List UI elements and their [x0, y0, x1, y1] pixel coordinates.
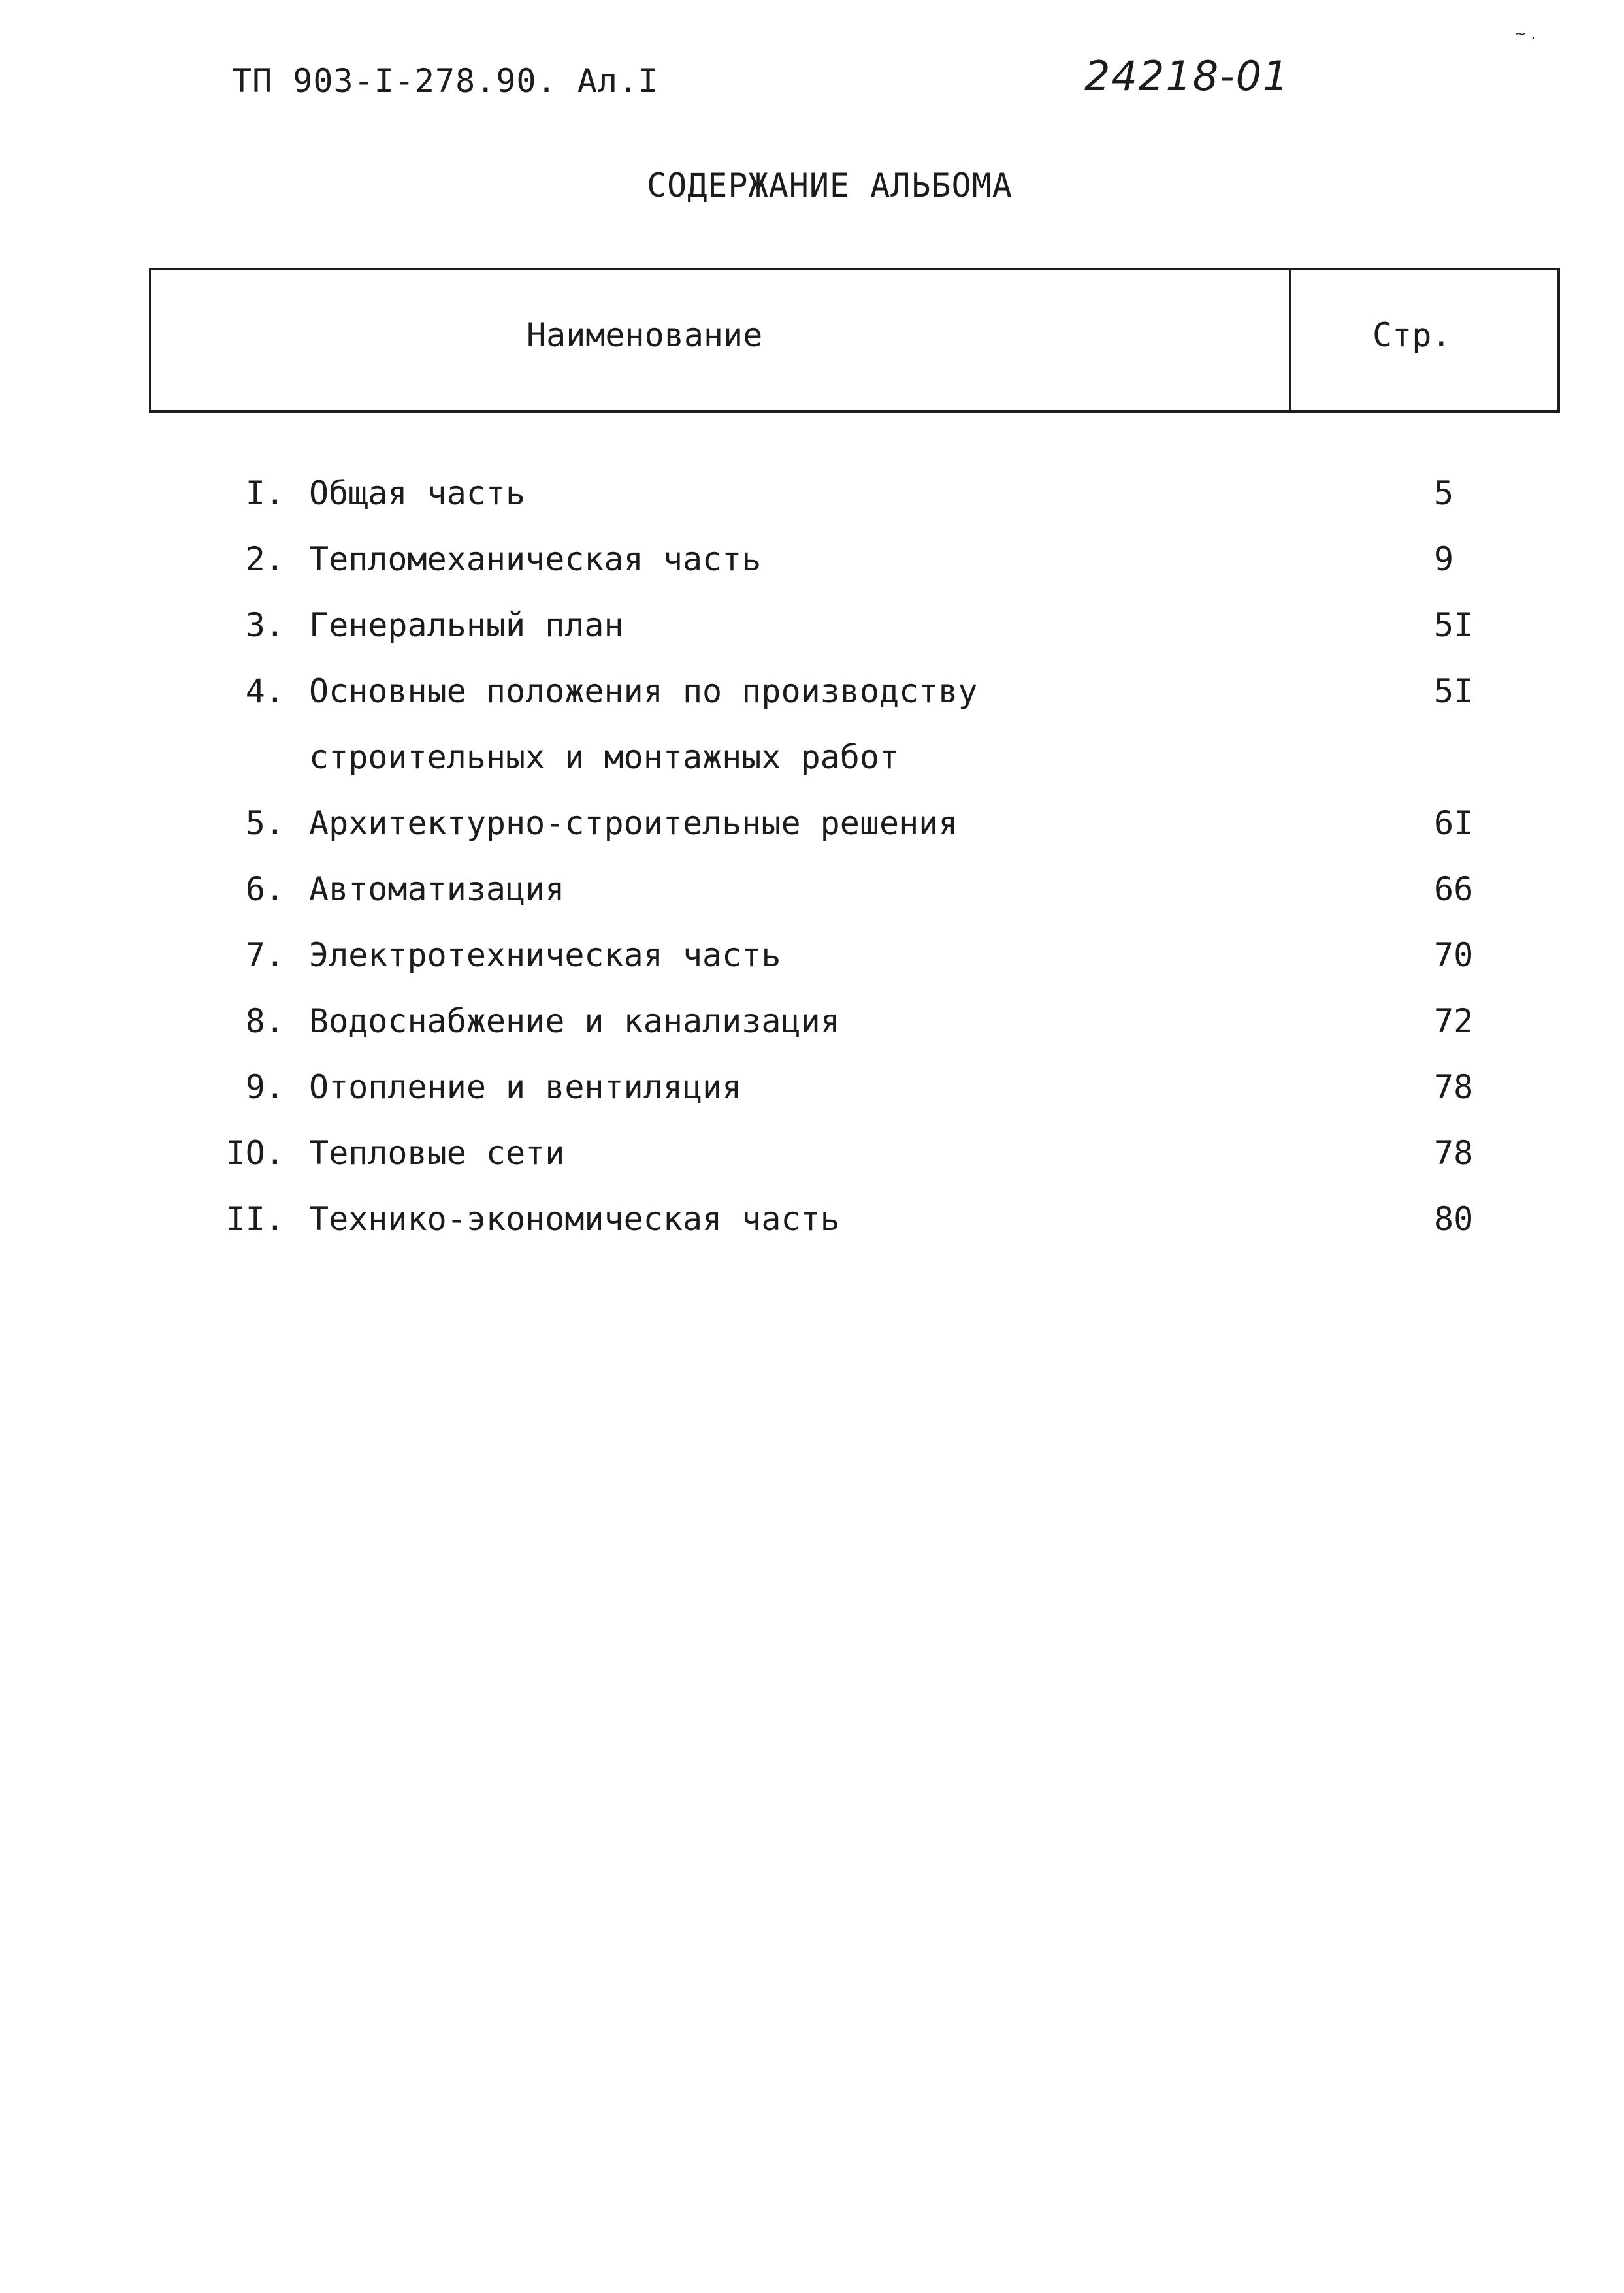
toc-item	[0, 1200, 1624, 1246]
toc-item-number: I.	[245, 474, 285, 512]
toc-item	[0, 1002, 1624, 1048]
document-code: ТП 903-I-278.90. Ал.I	[232, 62, 659, 100]
toc-item-number: 5.	[245, 804, 285, 842]
toc-item-title: Водоснабжение и канализация	[309, 1002, 840, 1040]
toc-item-number: 6.	[245, 870, 285, 908]
toc-item-page: 9	[1434, 540, 1454, 578]
toc-item-title: Тепловые сети	[309, 1134, 565, 1172]
toc-item-number: 8.	[245, 1002, 285, 1040]
page-mark: ~ .	[1514, 26, 1536, 42]
toc-header-table	[149, 268, 1560, 413]
toc-item-title: Генеральный план	[309, 606, 624, 644]
toc-item-number: 2.	[245, 540, 285, 578]
toc-item-page: 6I	[1434, 804, 1474, 842]
toc-item-page: 72	[1434, 1002, 1474, 1040]
toc-item	[0, 1068, 1624, 1114]
toc-item-title: Архитектурно-строительные решения	[309, 804, 958, 842]
toc-item-number: IO.	[225, 1134, 285, 1172]
toc-item-page: 5I	[1434, 672, 1474, 710]
toc-item	[0, 870, 1624, 916]
toc-item-title: Отопление и вентиляция	[309, 1068, 742, 1106]
toc-item-number: 3.	[245, 606, 285, 644]
toc-item-title: строительных и монтажных работ	[309, 738, 900, 776]
toc-item-number: 4.	[245, 672, 285, 710]
toc-item	[0, 672, 1624, 718]
toc-item-page: 66	[1434, 870, 1474, 908]
toc-item-title: Тепломеханическая часть	[309, 540, 762, 578]
toc-item	[0, 1134, 1624, 1180]
toc-item	[0, 540, 1624, 586]
toc-item-title: Основные положения по производству	[309, 672, 978, 710]
toc-item-page: 78	[1434, 1134, 1474, 1172]
toc-item-title: Автоматизация	[309, 870, 565, 908]
toc-item	[0, 936, 1624, 982]
toc-item-title: Общая часть	[309, 474, 526, 512]
toc-item	[0, 606, 1624, 652]
toc-item-page: 70	[1434, 936, 1474, 974]
column-divider	[1289, 270, 1291, 410]
toc-item	[0, 804, 1624, 850]
toc-item-title: Технико-экономическая часть	[309, 1200, 840, 1238]
toc-item-number: 7.	[245, 936, 285, 974]
page-column-header: Стр.	[1372, 316, 1452, 354]
toc-item	[0, 474, 1624, 520]
toc-item-number: II.	[225, 1200, 285, 1238]
toc-item-title: Электротехническая часть	[309, 936, 781, 974]
toc-item-number: 9.	[245, 1068, 285, 1106]
toc-item-page: 80	[1434, 1200, 1474, 1238]
name-column-header: Наименование	[527, 316, 763, 354]
toc-item-page: 5I	[1434, 606, 1474, 644]
toc-item-page: 5	[1434, 474, 1454, 512]
page-title: СОДЕРЖАНИЕ АЛЬБОМА	[647, 167, 1013, 204]
inventory-number: 24218-01	[1084, 52, 1290, 100]
toc-item-continuation	[0, 738, 1624, 784]
toc-item-page: 78	[1434, 1068, 1474, 1106]
